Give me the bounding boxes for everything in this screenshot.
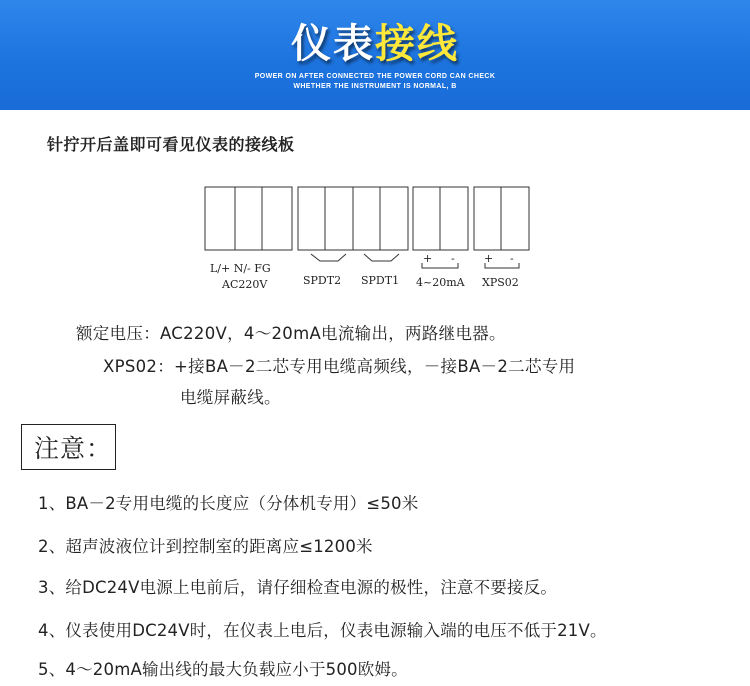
section-heading: 针拧开后盖即可看见仪表的接线板 <box>47 135 295 154</box>
notice-item-5: 5、4～20mA输出线的最大负载应小于500欧姆。 <box>38 660 408 679</box>
notice-item-3: 3、给DC24V电源上电前后，请仔细检查电源的极性，注意不要接反。 <box>38 578 558 597</box>
power-voltage-label: AC220V <box>222 278 268 291</box>
spec-line-3: 电缆屏蔽线。 <box>180 388 281 407</box>
xps-minus-label: - <box>510 252 514 265</box>
banner-subtitle-line1: POWER ON AFTER CONNECTED THE POWER CORD CAN CHECK <box>254 73 496 80</box>
power-terminal-label: L/+ N/- FG <box>210 262 271 275</box>
analog-minus-label: - <box>451 252 455 265</box>
power-terminal-block <box>205 187 292 250</box>
xps-label: XPS02 <box>482 276 519 289</box>
xps-plus-label: + <box>484 252 494 265</box>
spdt1-label: SPDT1 <box>361 274 400 287</box>
spdt2-label: SPDT2 <box>303 274 342 287</box>
spdt2-relay-symbol <box>311 254 346 261</box>
spec-line-2: XPS02：+接BA－2二芯专用电缆高频线，－接BA－2二芯专用 <box>103 357 576 376</box>
analog-label: 4~20mA <box>416 276 465 289</box>
analog-plus-label: + <box>423 252 433 265</box>
banner-subtitle-line2: WHETHER THE INSTRUMENT IS NORMAL, B <box>293 83 457 90</box>
banner-title-part1: 仪表 <box>291 21 375 67</box>
terminal-block-diagram <box>0 0 750 310</box>
banner-title-highlight: 接线 <box>375 21 459 67</box>
spdt1-relay-symbol <box>364 254 399 261</box>
spec-line-1: 额定电压：AC220V，4～20mA电流输出，两路继电器。 <box>76 324 506 343</box>
notice-item-2: 2、超声波液位计到控制室的距离应≤1200米 <box>38 537 373 556</box>
notice-label: 注意： <box>34 434 113 463</box>
notice-item-1: 1、BA－2专用电缆的长度应（分体机专用）≤50米 <box>38 494 419 513</box>
notice-item-4: 4、仪表使用DC24V时，在仪表上电后，仪表电源输入端的电压不低于21V。 <box>38 621 607 640</box>
